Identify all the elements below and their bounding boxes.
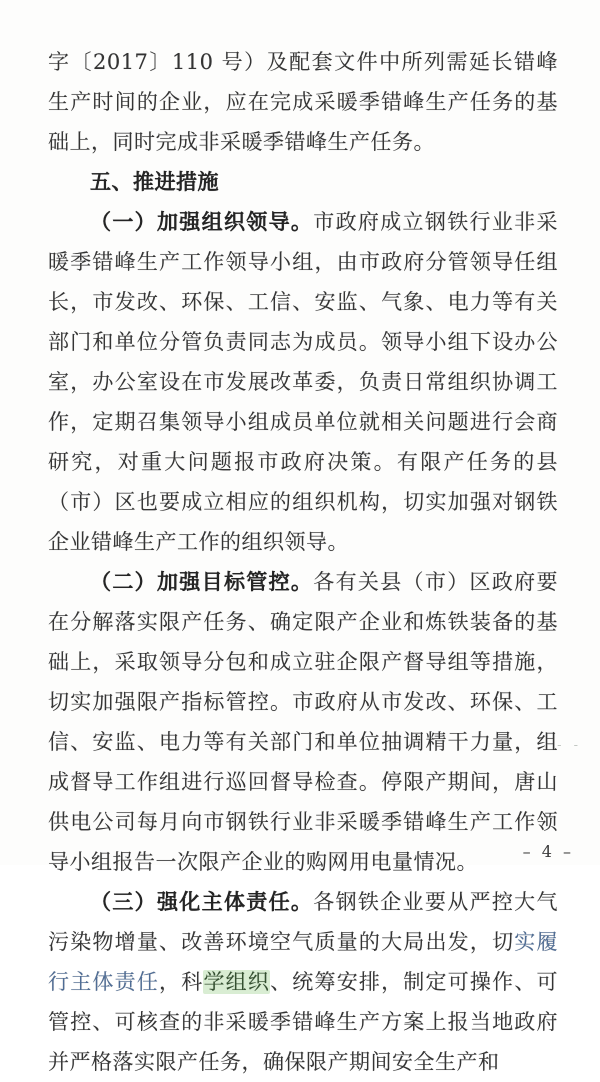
document-body bbox=[48, 42, 558, 1082]
text-segment: 各钢铁企业要从严控大气污染物增量、改善环境空气质量的大局出发，切 bbox=[48, 890, 558, 954]
scan-artifact-marks: - - bbox=[557, 738, 582, 753]
paragraph-lead: （三）强化主体责任。 bbox=[90, 890, 314, 914]
text-segment: 、统筹安排，制定可操作、可管控、可核查的非采暖季错峰生产方案上报当地政府并严格落实限产任务，确保限产期间安全生产和 bbox=[48, 970, 559, 1074]
page-number: – 4 – bbox=[522, 842, 574, 861]
text-segment: 字〔2017〕110 号）及配套文件中所列需延长错峰生产时间的企业，应在完成采暖季错峰生产任务的基础上，同时完成非采暖季错峰生产任务。 bbox=[48, 50, 558, 154]
section-heading bbox=[48, 162, 558, 202]
text-segment: 市政府成立钢铁行业非采暖季错峰生产工作领导小组，由市政府分管领导任组长，市发改、环保、工信、安监、气象、电力等有关部门和单位分管负责同志为成员。领导小组下设办公室，办公室设在市发展改革委，负责日常组织协调工作，定期召集领导小组成员单位就相关问题进行会商研究，对重大问题报市政府决策。有限产任务的县（市）区也要成立相应的组织机构，切实加强对钢铁企业错峰生产工作的组织领导。 bbox=[48, 210, 558, 554]
text-segment-blue-artifact: 实履行主体责任 bbox=[48, 930, 559, 994]
text-segment-green-artifact: 学组织 bbox=[203, 970, 271, 994]
paragraph bbox=[48, 202, 558, 562]
text-segment: 五、推进措施 bbox=[90, 170, 219, 194]
text-segment: ，科 bbox=[159, 970, 204, 994]
paragraph bbox=[48, 42, 558, 162]
paragraph-lead: （一）加强组织领导。 bbox=[90, 210, 314, 234]
paragraph-lead: （二）加强目标管控。 bbox=[90, 570, 314, 594]
text-segment: 各有关县（市）区政府要在分解落实限产任务、确定限产企业和炼铁装备的基础上，采取领导分包和成立驻企限产督导组等措施，切实加强限产指标管控。市政府从市发改、环保、工信、安监、电力等有关部门和单位抽调精干力量，组成督导工作组进行巡回督导检查。停限产期间，唐山供电公司每月向市钢铁行业非采暖季错峰生产工作领导小组报告一次限产企业的购网用电量情况。 bbox=[48, 570, 558, 874]
paragraph bbox=[48, 562, 558, 882]
paragraph bbox=[48, 882, 558, 1082]
